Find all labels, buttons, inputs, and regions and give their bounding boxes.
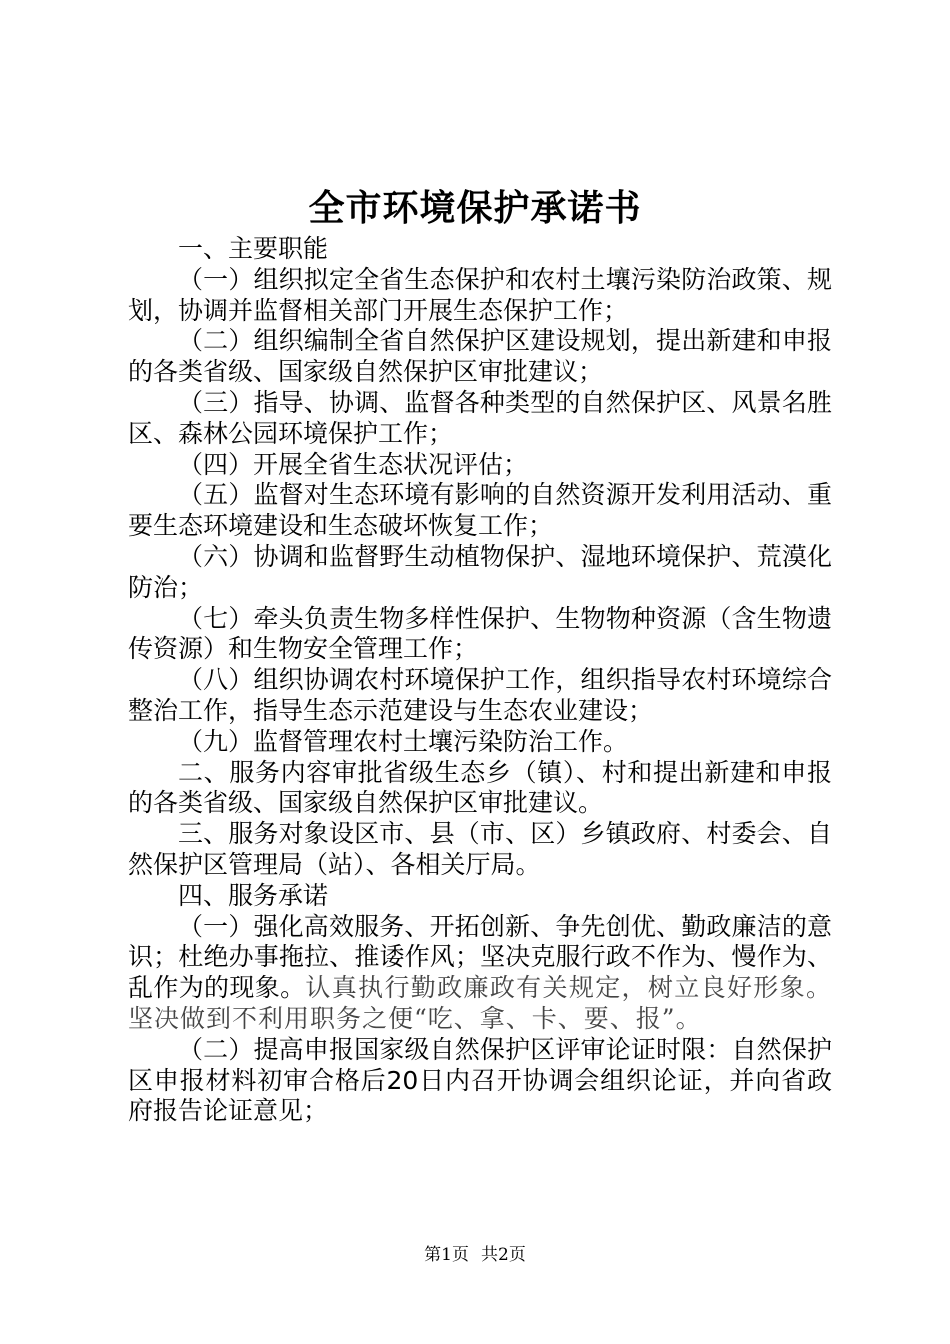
paragraph-item-3: （三）指导、协调、监督各种类型的自然保护区、风景名胜区、森林公园环境保护工作；: [128, 387, 832, 448]
section-heading-main-functions: 一、主要职能: [178, 234, 329, 263]
paragraph-item-4: （四）开展全省生态状况评估；: [178, 449, 529, 479]
paragraph-item-6: （六）协调和监督野生动植物保护、湿地环境保护、荒漠化防治；: [128, 541, 832, 602]
commitment-item-1: [128, 912, 832, 1035]
section-service-content: 二、服务内容审批省级生态乡（镇）、村和提出新建和申报的各类省级、国家级自然保护区审批建议。: [128, 757, 832, 818]
page-number-total: 共2页: [481, 1245, 526, 1265]
commitment-item-1-text: （一）强化高效服务、开拓创新、争先创优、勤政廉洁的意识；杜绝办事拖拉、推诿作风；坚决克服行政不作为、慢作为、乱作为的现象。: [128, 911, 832, 1003]
paragraph-item-2: （二）组织编制全省自然保护区建设规划，提出新建和申报的各类省级、国家级自然保护区审批建议；: [128, 326, 832, 387]
paragraph-item-1: （一）组织拟定全省生态保护和农村土壤污染防治政策、规划，协调并监督相关部门开展生态保护工作；: [128, 264, 832, 325]
paragraph-item-7: （七）牵头负责生物多样性保护、生物物种资源（含生物遗传资源）和生物安全管理工作；: [128, 603, 832, 664]
document-body: [128, 234, 832, 1127]
document-title: 全市环境保护承诺书: [308, 187, 642, 229]
page-footer: [0, 1244, 950, 1266]
page-number-current: 第1页: [424, 1245, 469, 1265]
paragraph-item-9: （九）监督管理农村土壤污染防治工作。: [178, 726, 629, 756]
commitment-item-2: （二）提高申报国家级自然保护区评审论证时限：自然保护区申报材料初审合格后20日内召开协调会组织论证，并向省政府报告论证意见；: [128, 1034, 832, 1126]
paragraph-item-5: （五）监督对生态环境有影响的自然资源开发利用活动、重要生态环境建设和生态破坏恢复工作；: [128, 480, 832, 541]
commitment-item-1-integrity-text: 认真执行勤政廉政有关规定，树立良好形象。坚决做到不利用职务之便“吃、拿、卡、要、报”。: [128, 973, 832, 1033]
paragraph-item-8: （八）组织协调农村环境保护工作，组织指导农村环境综合整治工作，指导生态示范建设与生态农业建设；: [128, 665, 832, 725]
section-service-targets: 三、服务对象设区市、县（市、区）乡镇政府、村委会、自然保护区管理局（站）、各相关厅局。: [128, 819, 832, 879]
section-heading-service-commitment: 四、服务承诺: [178, 880, 329, 910]
